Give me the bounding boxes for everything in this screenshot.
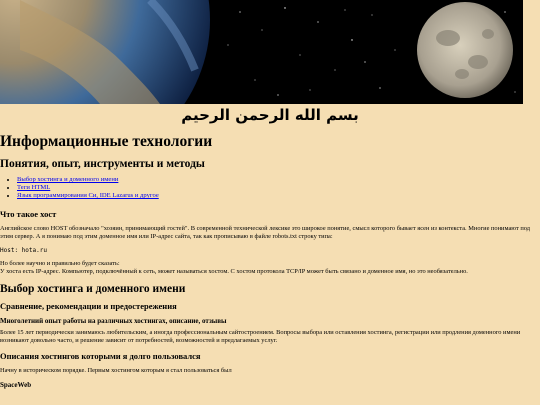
list-item: [17, 176, 536, 184]
earth-moon-illustration: [0, 0, 523, 104]
hosting-paragraph: Более 15 лет периодически занимаюсь любительским, а иногда профессиональным сайтостроением. Вопросы выбора или оставления хостинга, регистрации или продления доменного имени возникают довольно часто, и решение зависит от потребностей, возможностей и предлагаемых услуг.: [0, 328, 521, 344]
host-code-sample: Host: hota.ru: [0, 246, 47, 254]
host-paragraph-2-line-2: У хоста есть IP-адрес. Компьютер, подключённый к сеть, может называться хостом. С хостом протокола TCP/IP может быть связано и доменное имя, но это необязательно.: [0, 267, 468, 275]
heading-comparison: Сравнение, рекомендации и предостережения: [0, 300, 177, 311]
section-heading-concepts: Понятия, опыт, инструменты и методы: [0, 158, 205, 170]
moon-shape: [417, 2, 513, 98]
host-paragraph-1: Английское слово HOST обозначало "хозяин, принимающий гостей". В современной технической лексике это широкое понятие, смысл которого бывает ясен из контекста. Многие понимают под этим сервер. А я понимаю под этим доменное имя или IP-адрес сайта, так как прописываю в файле robots.txt строку типа:: [0, 224, 531, 240]
page-title: Информационные технологии: [0, 133, 213, 150]
host-paragraph-2-line-1: Но более научно и правильно будет сказать:: [0, 259, 120, 267]
used-hostings-paragraph: Начну в историческом порядке. Первым хостингом которым я стал пользоваться был: [0, 366, 232, 374]
heading-what-is-host: Что такое хост: [0, 208, 57, 219]
bismillah-text: بسم الله الرحمن الرحيم: [181, 106, 359, 124]
main-content: [0, 128, 536, 393]
link-html-tags[interactable]: Теги HTML: [17, 184, 51, 192]
topics-list: [0, 176, 536, 201]
link-c-lazarus[interactable]: Язык программирования Си, IDE Lazarus и другое: [17, 192, 159, 200]
heading-used-hostings: Описания хостингов которыми я долго пользовался: [0, 350, 201, 361]
host-paragraph-2: [0, 260, 536, 276]
heading-experience: Многолетний опыт работы на различных хостингах, описание, отзывы: [0, 316, 227, 325]
list-item: [17, 184, 536, 192]
header-banner-image: [0, 0, 523, 104]
section-heading-hosting: Выбор хостинга и доменного имени: [0, 282, 186, 295]
link-hosting-domain[interactable]: Выбор хостинга и доменного имени: [17, 176, 119, 183]
list-item: [17, 192, 536, 200]
heading-spaceweb: SpaceWeb: [0, 380, 32, 389]
